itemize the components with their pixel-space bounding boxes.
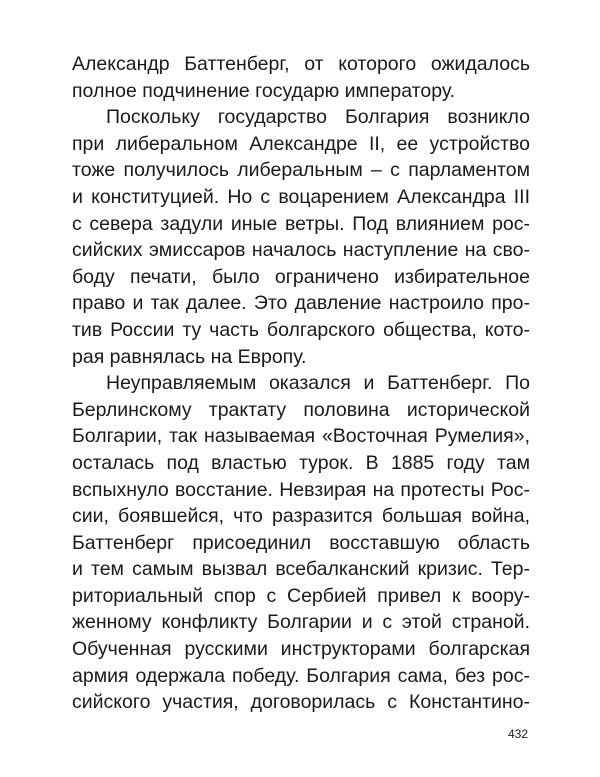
text-line: Обученная русскими инструкторами болгарская <box>72 638 530 661</box>
text-line: Александр Баттенберг, от которого ожидалось <box>72 53 530 75</box>
text-line: и тем самым вызвал всебалканский кризис. Тер- <box>72 558 530 581</box>
text-line: боду печати, было ограничено избирательное <box>72 265 530 288</box>
text-line: сийского участия, договорилась с Константино- <box>72 691 530 714</box>
text-line: тив России ту часть болгарского общества, кото- <box>72 318 530 341</box>
page-number: 432 <box>507 727 528 741</box>
text-line: сии, боявшейся, что разразится большая война, <box>72 505 530 528</box>
paragraph-2 <box>72 104 530 370</box>
text-line: Баттенберг присоединил восставшую область <box>72 531 530 554</box>
paragraph-3 <box>72 370 530 716</box>
text-line: армия одержала победу. Болгария сама, без рос- <box>72 664 530 687</box>
text-line: женному конфликту Болгарии и с этой страной. <box>72 611 530 634</box>
text-line: Поскольку государство Болгария возникло <box>106 106 530 129</box>
text-line: риториальный спор с Сербией привел к воору- <box>72 584 530 607</box>
text-line: осталась под властью турок. В 1885 году там <box>72 451 530 474</box>
text-line: Берлинскому трактату половина исторической <box>72 398 530 421</box>
text-line: сийских эмиссаров началось наступление на сво- <box>72 239 530 262</box>
text-line: право и так далее. Это давление настроило про- <box>72 292 530 315</box>
text-line: Болгарии, так называемая «Восточная Румелия», <box>72 425 530 448</box>
text-line: полное подчинение государю императору. <box>72 79 456 102</box>
page-body <box>72 51 530 716</box>
text-line: при либеральном Александре II, ее устройство <box>72 132 530 155</box>
text-line: Неуправляемым оказался и Баттенберг. По <box>106 372 530 395</box>
paragraph-1 <box>72 51 530 104</box>
text-line: рая равнялась на Европу. <box>72 345 307 368</box>
text-line: и конституцией. Но с воцарением Александра III <box>72 185 530 208</box>
text-line: вспыхнуло восстание. Невзирая на протесты Рос- <box>72 478 530 501</box>
text-line: тоже получилось либеральным – с парламентом <box>72 159 530 182</box>
text-line: с севера задули иные ветры. Под влиянием рос- <box>72 212 530 235</box>
